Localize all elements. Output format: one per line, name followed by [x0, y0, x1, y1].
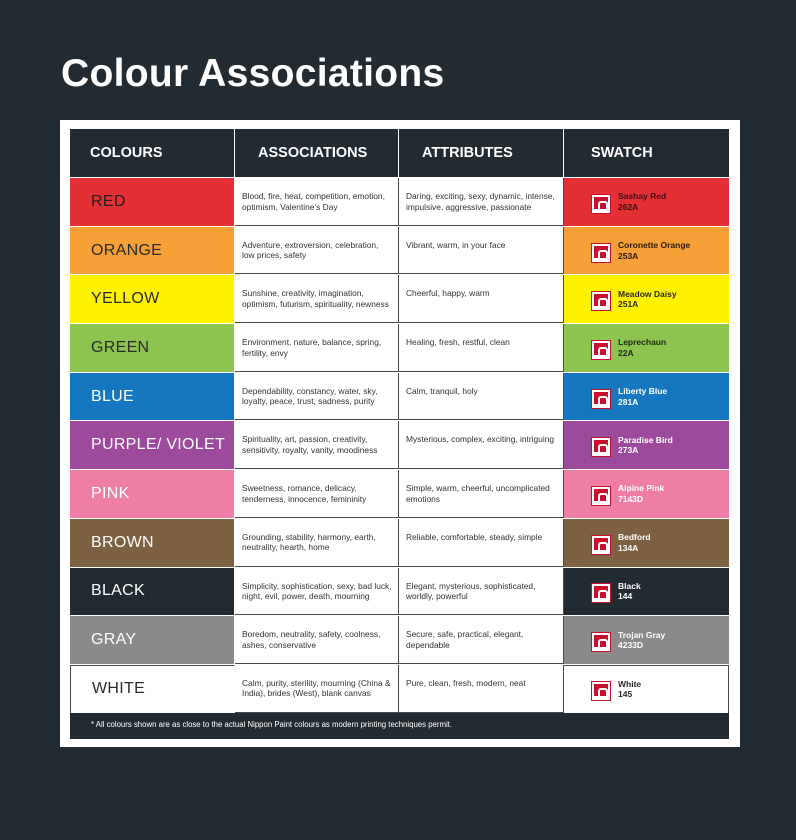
table-row [70, 567, 729, 616]
associations-cell: Blood, fire, heat, competition, emotion, optimism, Valentine’s Day [235, 178, 399, 226]
nippon-paint-logo-icon [591, 340, 611, 360]
table-body [70, 177, 729, 713]
colour-name-cell: WHITE [70, 665, 235, 713]
nippon-paint-logo-icon [591, 194, 611, 214]
table-row [70, 664, 729, 713]
swatch-label [618, 386, 667, 407]
swatch-name: Bedford [618, 532, 651, 543]
colour-associations-table [70, 129, 729, 739]
header-colours: COLOURS [70, 129, 235, 177]
swatch-name: White [618, 678, 642, 689]
swatch-code: 22A [618, 347, 634, 358]
associations-cell: Calm, purity, sterility, mourning (China & India), brides (West), blank canvas [235, 665, 399, 713]
associations-cell: Sweetness, romance, delicacy, tenderness, innocence, femininity [235, 470, 399, 518]
swatch-name: Coronette Orange [618, 240, 691, 251]
nippon-paint-logo-icon [591, 389, 611, 409]
swatch-cell [564, 373, 729, 421]
associations-cell: Environment, nature, balance, spring, fertility, envy [235, 324, 399, 372]
attributes-cell: Mysterious, complex, exciting, intriguing [399, 421, 564, 469]
associations-cell: Sunshine, creativity, imagination, optimism, futurism, spirituality, newness [235, 275, 399, 323]
colour-name-cell: PURPLE/ VIOLET [70, 421, 235, 469]
swatch-label [618, 532, 651, 553]
swatch-cell [564, 665, 729, 713]
swatch-name: Liberty Blue [618, 386, 668, 397]
attributes-cell: Reliable, comfortable, steady, simple [399, 519, 564, 567]
header-swatch: SWATCH [564, 129, 729, 177]
swatch-code: 251A [618, 299, 639, 310]
swatch-code: 273A [618, 445, 639, 456]
swatch-name: Alpine Pink [618, 483, 665, 494]
nippon-paint-logo-icon [591, 535, 611, 555]
swatch-label [618, 483, 664, 504]
nippon-paint-logo-icon [591, 291, 611, 311]
swatch-cell [564, 519, 729, 567]
attributes-cell: Vibrant, warm, in your face [399, 227, 564, 275]
swatch-cell [564, 324, 729, 372]
nippon-paint-logo-icon [591, 437, 611, 457]
colour-name-cell: BROWN [70, 519, 235, 567]
swatch-name: Meadow Daisy [618, 288, 677, 299]
associations-cell: Dependability, constancy, water, sky, loyalty, peace, trust, sadness, purity [235, 373, 399, 421]
nippon-paint-logo-icon [591, 632, 611, 652]
colour-name-cell: RED [70, 178, 235, 226]
header-associations: ASSOCIATIONS [235, 129, 399, 177]
associations-cell: Spirituality, art, passion, creativity, sensitivity, royalty, vanity, moodiness [235, 421, 399, 469]
attributes-cell: Secure, safe, practical, elegant, dependable [399, 616, 564, 664]
footnote: * All colours shown are as close to the actual Nippon Paint colours as modern printing techniques permit. [70, 713, 564, 739]
swatch-code: 145 [618, 689, 633, 700]
swatch-cell [564, 421, 729, 469]
attributes-cell: Cheerful, happy, warm [399, 275, 564, 323]
table-row [70, 226, 729, 275]
nippon-paint-logo-icon [591, 486, 611, 506]
swatch-label [618, 191, 666, 212]
page-title: Colour Associations [61, 52, 445, 95]
swatch-cell [564, 178, 729, 226]
colour-name-cell: ORANGE [70, 227, 235, 275]
swatch-name: Trojan Gray [618, 629, 666, 640]
swatch-name: Paradise Bird [618, 434, 673, 445]
header-attributes: ATTRIBUTES [399, 129, 564, 177]
associations-cell: Boredom, neutrality, safety, coolness, ashes, conservative [235, 616, 399, 664]
swatch-code: 4233D [618, 640, 644, 651]
nippon-paint-logo-icon [591, 583, 611, 603]
swatch-code: 144 [618, 591, 633, 602]
swatch-cell [564, 470, 729, 518]
table-row [70, 469, 729, 518]
table-row [70, 518, 729, 567]
colour-name-cell: GREEN [70, 324, 235, 372]
colour-name-cell: BLUE [70, 373, 235, 421]
swatch-label [618, 289, 677, 310]
table-header-row [70, 129, 729, 177]
swatch-label [618, 630, 665, 651]
attributes-cell: Simple, warm, cheerful, uncomplicated emotions [399, 470, 564, 518]
swatch-code: 7143D [618, 493, 644, 504]
associations-cell: Simplicity, sophistication, sexy, bad luck, night, evil, power, death, mourning [235, 568, 399, 616]
associations-cell: Grounding, stability, harmony, earth, neutrality, hearth, home [235, 519, 399, 567]
swatch-label [618, 435, 673, 456]
colour-name-cell: PINK [70, 470, 235, 518]
swatch-cell [564, 616, 729, 664]
attributes-cell: Daring, exciting, sexy, dynamic, intense, impulsive, aggressive, passionate [399, 178, 564, 226]
swatch-cell [564, 568, 729, 616]
swatch-cell [564, 275, 729, 323]
swatch-cell [564, 227, 729, 275]
swatch-code: 253A [618, 250, 639, 261]
table-row [70, 177, 729, 226]
swatch-code: 134A [618, 542, 639, 553]
colour-name-cell: YELLOW [70, 275, 235, 323]
table-row [70, 372, 729, 421]
nippon-paint-logo-icon [591, 243, 611, 263]
swatch-label [618, 581, 641, 602]
footer-spacer [564, 713, 729, 739]
swatch-name: Black [618, 580, 641, 591]
attributes-cell: Calm, tranquil, holy [399, 373, 564, 421]
swatch-label [618, 240, 690, 261]
table-row [70, 323, 729, 372]
table-row [70, 615, 729, 664]
swatch-label [618, 679, 641, 700]
swatch-code: 281A [618, 396, 639, 407]
attributes-cell: Healing, fresh, restful, clean [399, 324, 564, 372]
colour-name-cell: BLACK [70, 568, 235, 616]
colour-table-card [60, 120, 740, 747]
swatch-code: 262A [618, 201, 639, 212]
attributes-cell: Elegant, mysterious, sophisticated, worldly, powerful [399, 568, 564, 616]
attributes-cell: Pure, clean, fresh, modern, neat [399, 665, 564, 713]
table-row [70, 274, 729, 323]
nippon-paint-logo-icon [591, 681, 611, 701]
swatch-name: Sashay Red [618, 191, 667, 202]
table-row [70, 420, 729, 469]
swatch-label [618, 337, 666, 358]
colour-name-cell: GRAY [70, 616, 235, 664]
associations-cell: Adventure, extroversion, celebration, low prices, safety [235, 227, 399, 275]
swatch-name: Leprechaun [618, 337, 667, 348]
table-footer [70, 713, 729, 739]
